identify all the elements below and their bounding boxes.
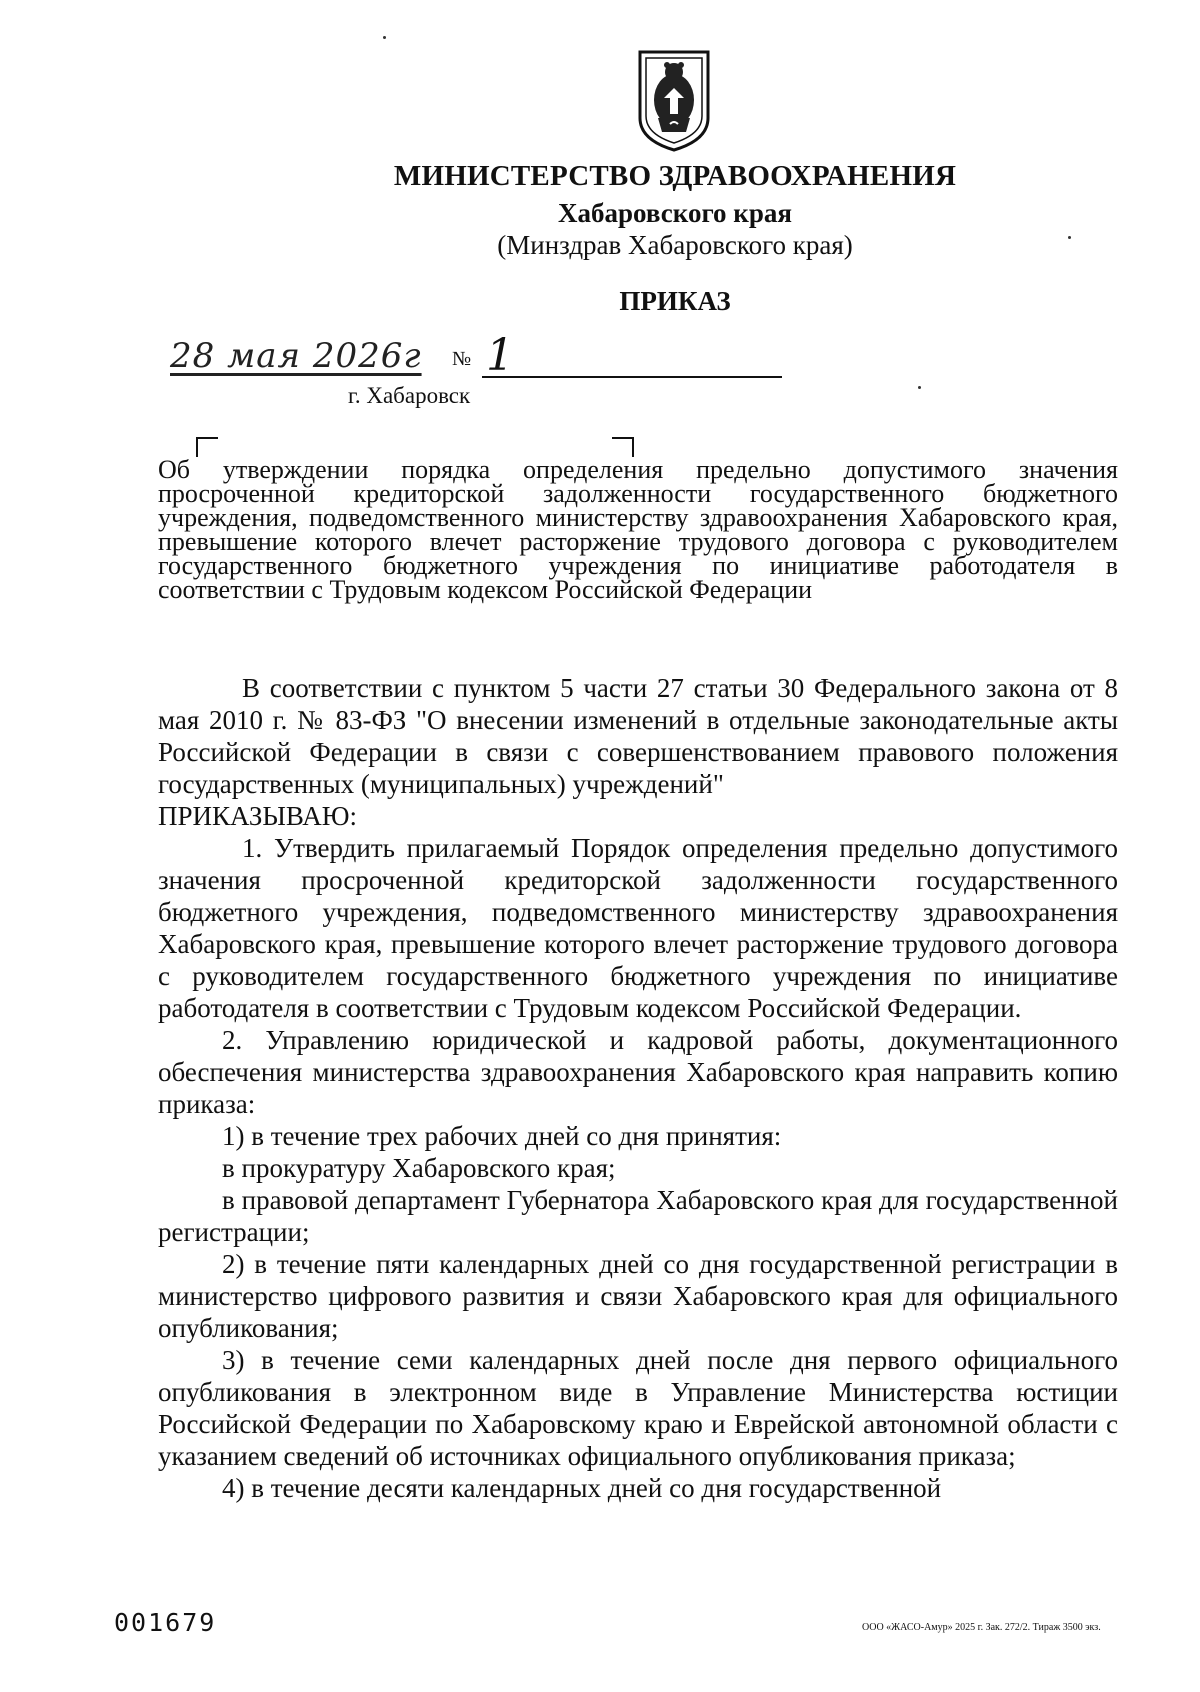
- city: г. Хабаровск: [348, 383, 471, 408]
- subitem-1b: в правовой департамент Губернатора Хабаровского края для государственной регистрации;: [158, 1185, 1118, 1247]
- number-underline: [482, 376, 782, 378]
- coat-of-arms-icon: [634, 48, 714, 152]
- title-bracket-left: [196, 437, 218, 457]
- organization-short-name: (Минздрав Хабаровского края): [497, 230, 853, 260]
- organization-name: МИНИСТЕРСТВО ЗДРАВООХРАНЕНИЯ: [393, 160, 957, 192]
- order-title: Об утверждении порядка определения предельно допустимого значения просроченной кредиторской задолженности государственного бюджетного учреждения, подведомственного министерству здравоохранения Хабаровского края, превышение которого влечет расторжение трудового договора с руководителем государственного бюджетного учреждения по инициативе работодателя в соответствии с Трудовым кодексом Российской Федерации: [158, 455, 1118, 604]
- organization-region: Хабаровского края: [558, 198, 792, 228]
- document-type: ПРИКАЗ: [619, 286, 731, 316]
- subitem-3: 3) в течение семи календарных дней после дня первого официального опубликования в электронном виде в Управление Министерства юстиции Российской Федерации по Хабаровскому краю и Еврейской автономной области с указанием сведений об источниках официального опубликования приказа;: [158, 1345, 1118, 1471]
- order-body: [158, 672, 1118, 1504]
- scan-speck: [383, 36, 386, 39]
- handwritten-number: 1: [486, 330, 514, 381]
- printer-imprint: ООО «ЖАСО-Амур» 2025 г. Зак. 272/2. Тираж 3500 экз.: [862, 1622, 1101, 1633]
- subitem-4: 4) в течение десяти календарных дней со дня государственной: [222, 1473, 942, 1503]
- number-label: №: [452, 348, 472, 370]
- subitem-2: 2) в течение пяти календарных дней со дня государственной регистрации в министерство цифрового развития и связи Хабаровского края для официального опубликования;: [158, 1249, 1118, 1343]
- form-serial-number: 001679: [114, 1608, 217, 1637]
- order-word: ПРИКАЗЫВАЮ:: [158, 801, 357, 831]
- subitem-1a: в прокуратуру Хабаровского края;: [222, 1153, 616, 1183]
- handwritten-date: 28 мая 2026г: [170, 336, 422, 376]
- subitem-1: 1) в течение трех рабочих дней со дня принятия:: [222, 1121, 782, 1151]
- item-2: 2. Управлению юридической и кадровой работы, документационного обеспечения министерства здравоохранения Хабаровского края направить копию приказа:: [158, 1025, 1118, 1119]
- scan-speck: [1068, 236, 1071, 239]
- order-date-number-line: [156, 330, 626, 381]
- item-1: 1. Утвердить прилагаемый Порядок определения предельно допустимого значения просроченной кредиторской задолженности государственного бюджетного учреждения, подведомственного министерству здравоохранения Хабаровского края, превышение которого влечет расторжение трудового договора с руководителем государственного бюджетного учреждения по инициативе работодателя в соответствии с Трудовым кодексом Российской Федерации.: [158, 833, 1118, 1023]
- preamble: В соответствии с пунктом 5 части 27 статьи 30 Федерального закона от 8 мая 2010 г. № 83-ФЗ "О внесении изменений в отдельные законодательные акты Российской Федерации в связи с совершенствованием правового положения государственных (муниципальных) учреждений": [158, 673, 1118, 799]
- title-bracket-right: [612, 437, 634, 457]
- scan-speck: [918, 386, 921, 389]
